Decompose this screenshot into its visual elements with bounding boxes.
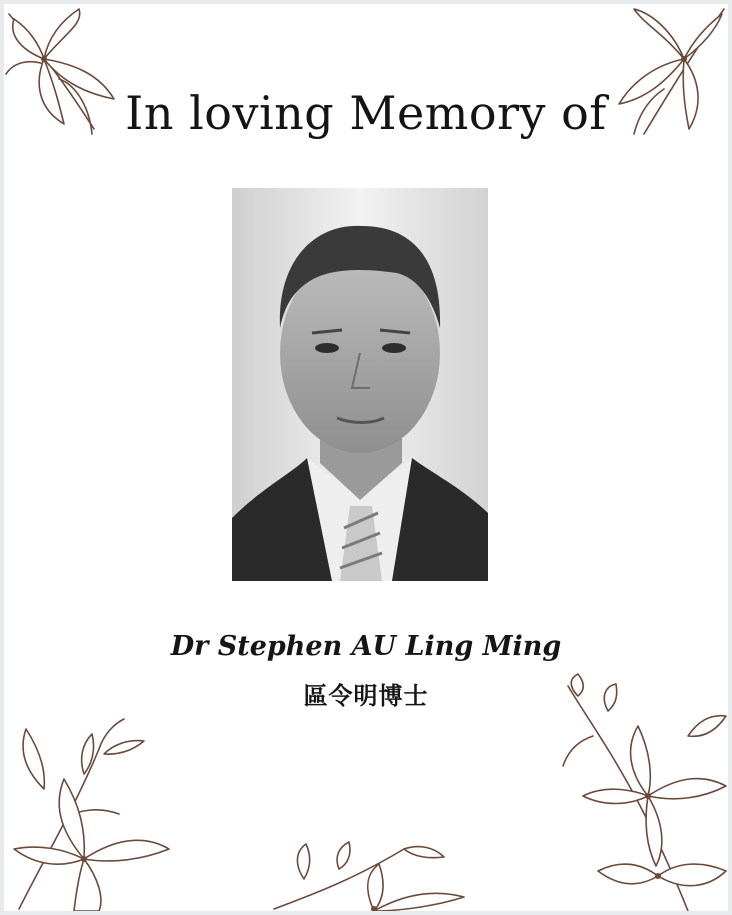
floral-bottom-center-icon <box>254 839 474 911</box>
floral-bottom-left-icon <box>4 709 194 911</box>
deceased-name-chinese: 區令明博士 <box>303 682 429 710</box>
memorial-card <box>4 4 728 911</box>
floral-bottom-right-icon <box>538 676 728 911</box>
deceased-name: Dr Stephen AU Ling Ming <box>170 631 562 662</box>
portrait-photo <box>232 188 488 581</box>
memorial-heading: In loving Memory of <box>125 86 607 140</box>
